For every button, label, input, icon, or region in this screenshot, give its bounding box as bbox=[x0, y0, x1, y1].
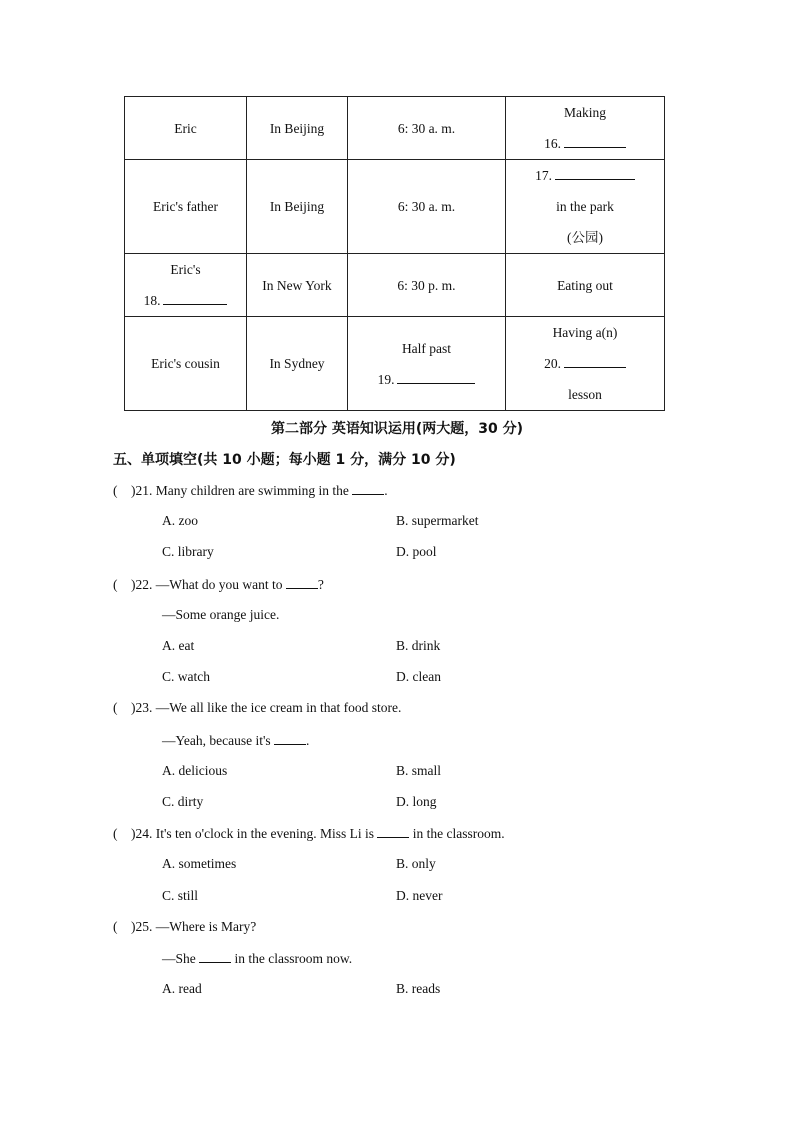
question-22: ( )22. —What do you want to ? bbox=[113, 577, 324, 592]
answer-blank-16[interactable] bbox=[564, 135, 626, 148]
option-c[interactable]: C. dirty bbox=[162, 794, 204, 809]
activity-cell bbox=[506, 317, 665, 411]
option-b[interactable]: B. small bbox=[396, 763, 442, 778]
name-cell: Eric's cousin bbox=[125, 317, 247, 411]
place-cell: In Beijing bbox=[247, 97, 348, 160]
answer-paren[interactable]: ( bbox=[113, 919, 118, 934]
answer-paren[interactable]: ( bbox=[113, 700, 118, 715]
option-a[interactable]: A. sometimes bbox=[162, 856, 237, 871]
time-cell bbox=[348, 317, 506, 411]
option-a[interactable]: A. read bbox=[162, 981, 202, 996]
activity-cell bbox=[506, 160, 665, 254]
option-b[interactable]: B. supermarket bbox=[396, 513, 479, 528]
answer-paren[interactable]: ( bbox=[113, 483, 118, 498]
answer-blank bbox=[352, 482, 384, 495]
blank-number: 17. bbox=[535, 168, 552, 183]
reply-text: —She in the classroom now. bbox=[162, 951, 353, 966]
option-b[interactable]: B. drink bbox=[396, 638, 441, 653]
blank-number: 18. bbox=[143, 293, 161, 308]
blank-number: 16. bbox=[544, 136, 561, 151]
answer-paren[interactable]: ( bbox=[113, 577, 118, 592]
name-cell: Eric bbox=[125, 97, 247, 160]
question-21: ( )21. Many children are swimming in the . bbox=[113, 483, 388, 498]
table-row bbox=[125, 254, 665, 317]
answer-blank-18[interactable] bbox=[163, 292, 227, 305]
table-row bbox=[125, 97, 665, 160]
answer-blank bbox=[286, 576, 318, 589]
reply-text: —Yeah, because it's . bbox=[162, 733, 310, 748]
place-cell: In Sydney bbox=[247, 317, 348, 411]
place-cell: In Beijing bbox=[247, 160, 348, 254]
name-cell: Eric's father bbox=[125, 160, 247, 254]
time-text: Half past bbox=[401, 340, 452, 356]
activity-cell: Eating out bbox=[506, 254, 665, 317]
schedule-table bbox=[124, 96, 665, 411]
question-text: )23. —We all like the ice cream in that food store. bbox=[131, 700, 402, 715]
option-a[interactable]: A. delicious bbox=[162, 763, 228, 778]
option-c[interactable]: C. still bbox=[162, 888, 199, 903]
part-title: 第二部分 英语知识运用(两大题，30 分) bbox=[270, 421, 524, 437]
option-b[interactable]: B. reads bbox=[396, 981, 441, 996]
answer-blank bbox=[199, 950, 231, 963]
option-b[interactable]: B. only bbox=[396, 856, 436, 871]
blank-number: 19. bbox=[377, 371, 395, 387]
option-a[interactable]: A. eat bbox=[162, 638, 195, 653]
place-cell: In New York bbox=[247, 254, 348, 317]
time-cell: 6: 30 p. m. bbox=[348, 254, 506, 317]
reply-text: —Some orange juice. bbox=[162, 607, 280, 622]
answer-blank-19[interactable] bbox=[397, 371, 475, 384]
option-d[interactable]: D. pool bbox=[396, 544, 437, 559]
activity-cell bbox=[506, 97, 665, 160]
question-24: ( )24. It's ten o'clock in the evening. Miss Li is in the classroom. bbox=[113, 826, 505, 841]
option-c[interactable]: C. library bbox=[162, 544, 214, 559]
option-a[interactable]: A. zoo bbox=[162, 513, 198, 528]
question-text: )25. —Where is Mary? bbox=[131, 919, 257, 934]
table-row bbox=[125, 317, 665, 411]
section-title: 五、单项填空(共 10 小题；每小题 1 分，满分 10 分) bbox=[113, 452, 456, 468]
question-text: )21. Many children are swimming in the bbox=[131, 483, 349, 498]
option-d[interactable]: D. never bbox=[396, 888, 443, 903]
option-d[interactable]: D. long bbox=[396, 794, 437, 809]
answer-paren[interactable]: ( bbox=[113, 826, 118, 841]
table-row bbox=[125, 160, 665, 254]
option-d[interactable]: D. clean bbox=[396, 669, 441, 684]
time-cell: 6: 30 a. m. bbox=[348, 97, 506, 160]
time-cell: 6: 30 a. m. bbox=[348, 160, 506, 254]
activity-text: lesson bbox=[568, 387, 602, 402]
question-23 bbox=[113, 700, 401, 716]
activity-text: Making bbox=[564, 105, 606, 120]
question-text: )24. It's ten o'clock in the evening. Miss Li is bbox=[131, 826, 374, 841]
name-text: Eric's bbox=[170, 262, 201, 277]
activity-text: Having a(n) bbox=[552, 325, 618, 340]
activity-note: (公园) bbox=[567, 230, 603, 245]
activity-text: in the park bbox=[556, 199, 614, 214]
answer-blank-20[interactable] bbox=[564, 355, 626, 368]
answer-blank-17[interactable] bbox=[555, 167, 635, 180]
blank-number: 20. bbox=[544, 356, 561, 371]
option-c[interactable]: C. watch bbox=[162, 669, 210, 684]
name-cell bbox=[125, 254, 247, 317]
answer-blank bbox=[377, 825, 409, 838]
answer-blank bbox=[274, 732, 306, 745]
question-25 bbox=[113, 919, 256, 935]
question-text: )22. —What do you want to bbox=[131, 577, 283, 592]
